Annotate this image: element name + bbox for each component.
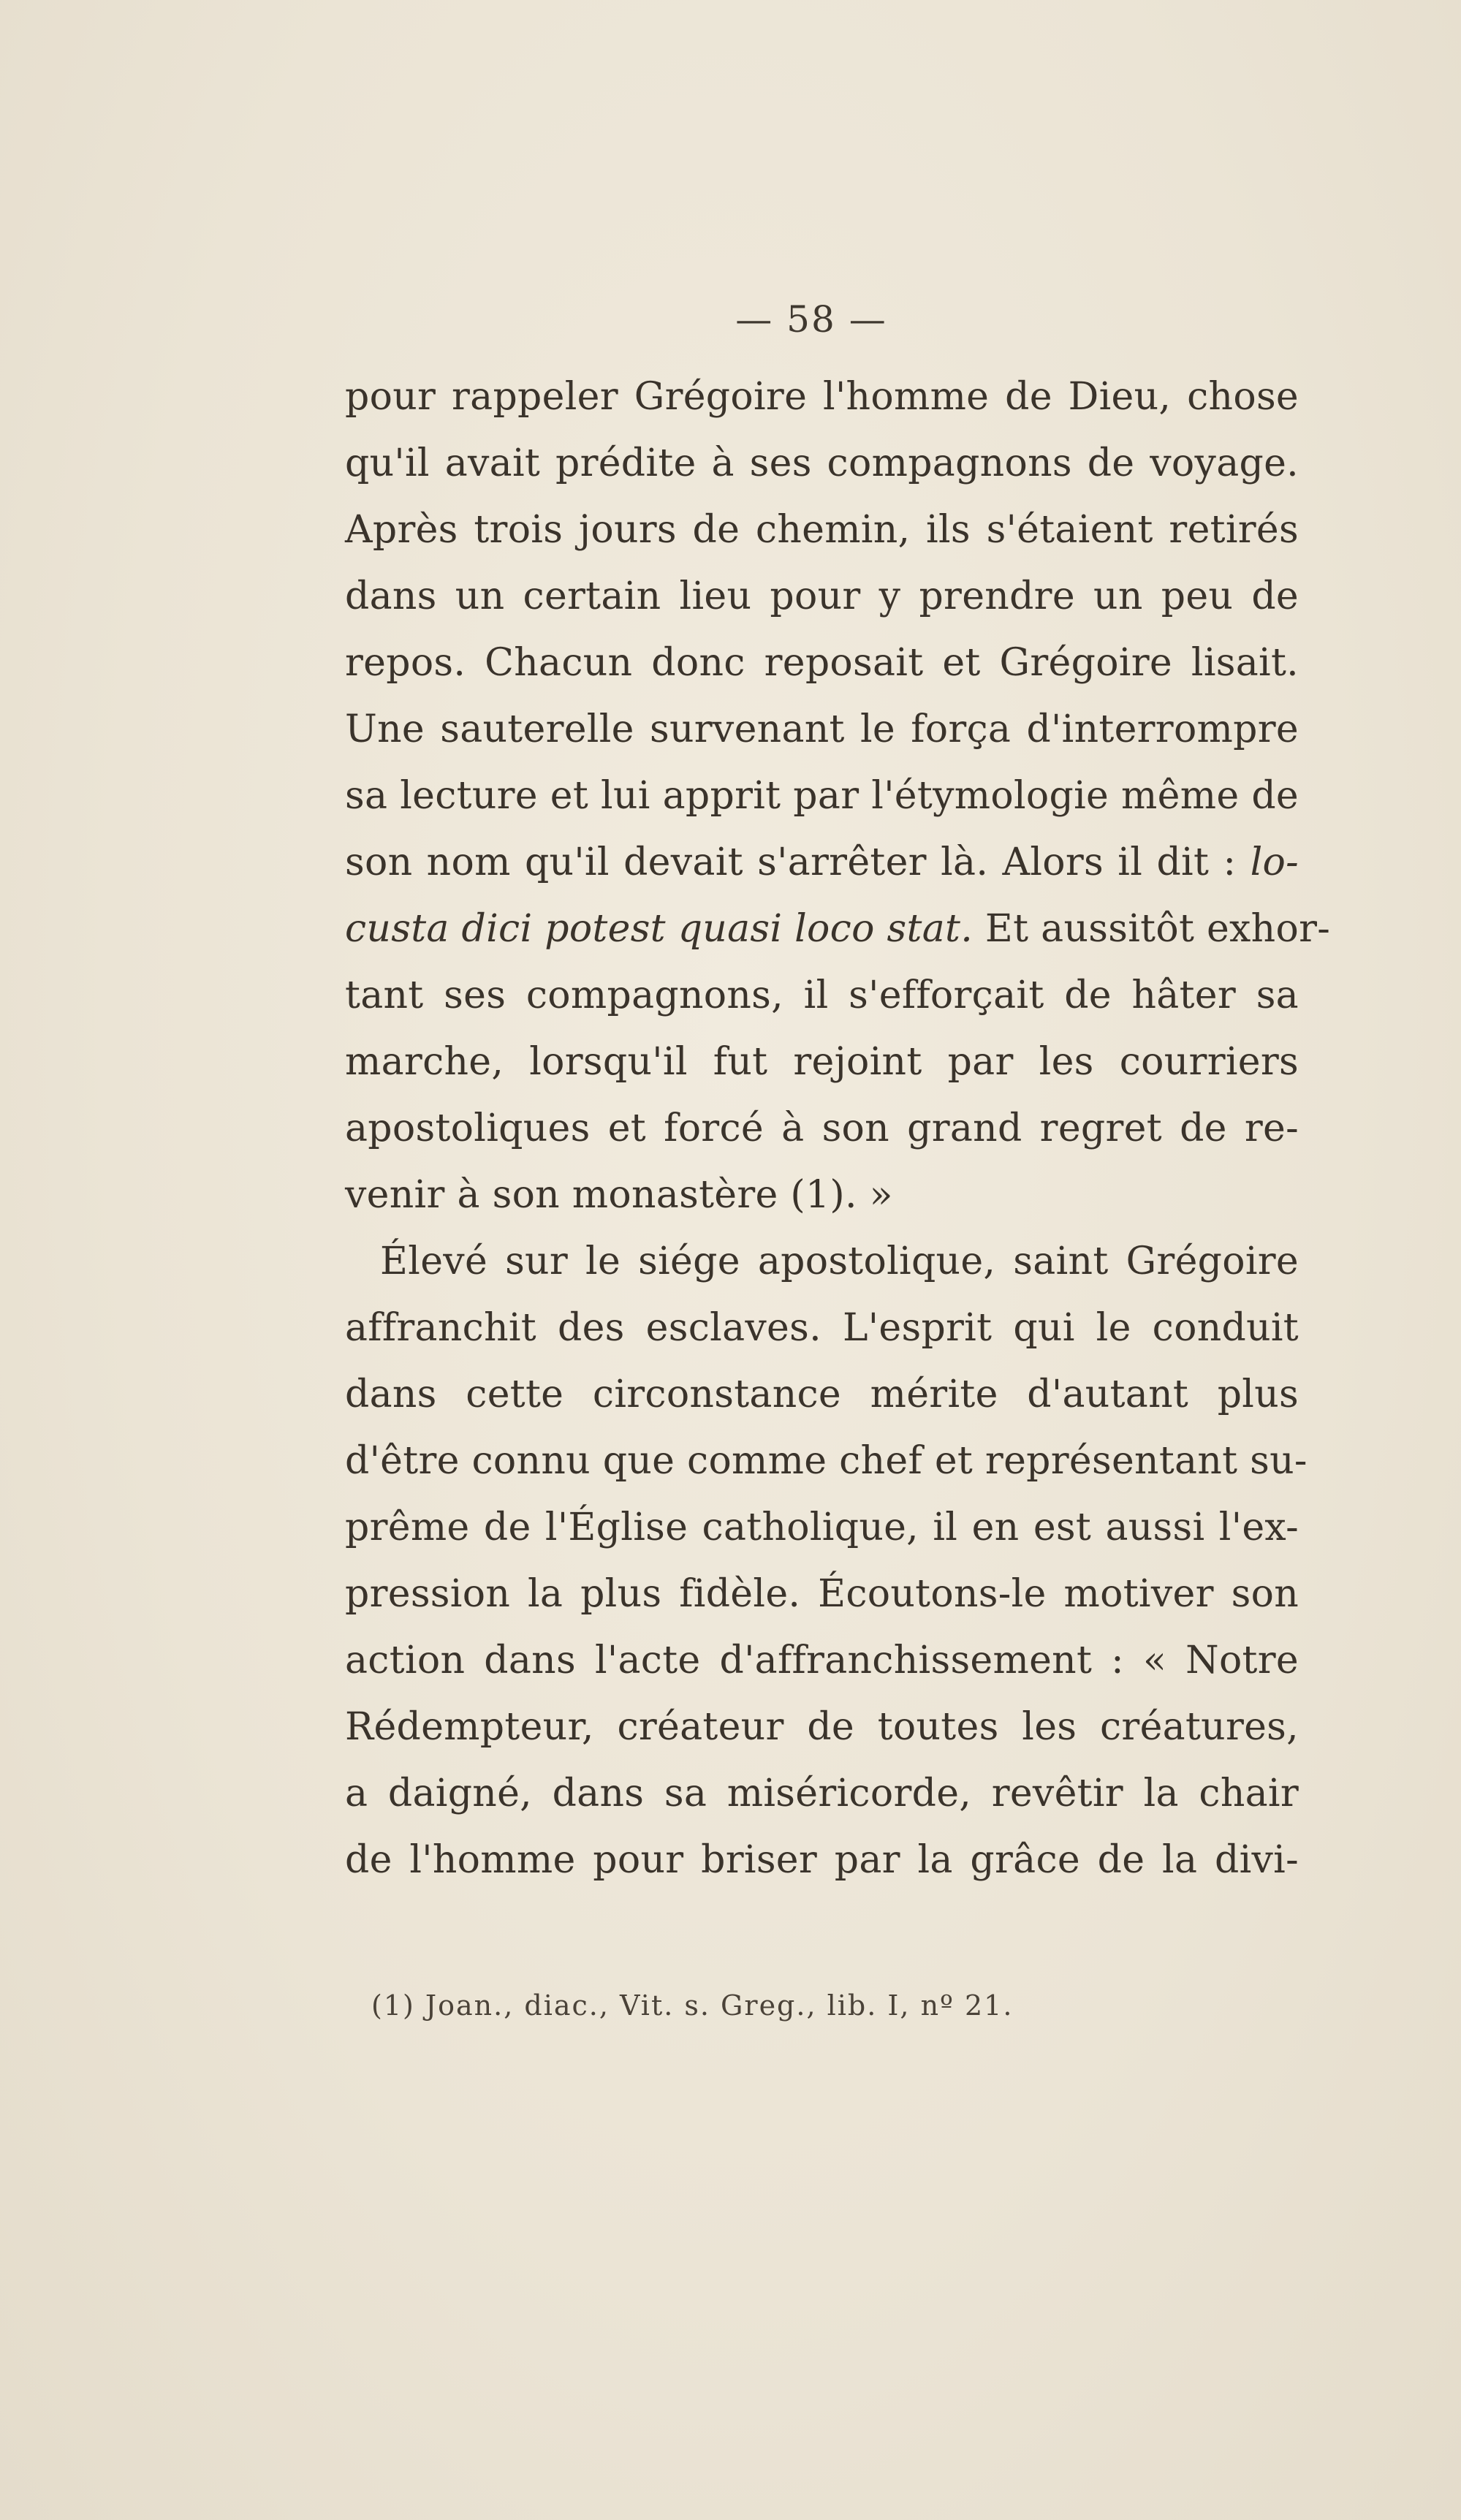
text-line — [345, 830, 1299, 896]
text-line: qu'il avait prédite à ses compagnons de voyage. — [345, 441, 1299, 485]
text-line: d'être connu que comme chef et représentant su- — [345, 1439, 1308, 1483]
page-number: — 58 — — [735, 298, 887, 341]
text-line: pression la plus fidèle. Écoutons-le motiver son — [345, 1572, 1299, 1616]
text-segment: Et aussitôt exhor- — [973, 907, 1331, 951]
text-line: apostoliques et forcé à son grand regret de re- — [345, 1107, 1299, 1150]
latin-quote: custa dici potest quasi loco stat. — [345, 907, 974, 951]
text-line — [345, 896, 1331, 963]
footnote: (1) Joan., diac., Vit. s. Greg., lib. I, nº 21. — [371, 1989, 1014, 2022]
text-line: action dans l'acte d'affranchissement : « Notre — [345, 1639, 1299, 1682]
text-line: de l'homme pour briser par la grâce de la divi- — [345, 1838, 1299, 1882]
text-line: prême de l'Église catholique, il en est aussi l'ex- — [345, 1506, 1299, 1549]
latin-quote: lo- — [1250, 840, 1299, 884]
text-line: Rédempteur, créateur de toutes les créatures, — [345, 1705, 1299, 1749]
text-line: repos. Chacun donc reposait et Grégoire lisait. — [345, 641, 1299, 685]
text-line: Une sauterelle survenant le força d'interrompre — [345, 707, 1299, 751]
text-line: affranchit des esclaves. L'esprit qui le conduit — [345, 1306, 1299, 1350]
text-line: marche, lorsqu'il fut rejoint par les courriers — [345, 1040, 1299, 1084]
body-text — [345, 364, 1331, 1894]
text-line: Après trois jours de chemin, ils s'étaient retirés — [345, 508, 1299, 552]
paragraph-first-line: Élevé sur le siége apostolique, saint Grégoire — [380, 1240, 1299, 1283]
text-line: pour rappeler Grégoire l'homme de Dieu, chose — [345, 375, 1299, 419]
text-line: dans un certain lieu pour y prendre un peu de — [345, 574, 1299, 618]
text-line: a daigné, dans sa miséricorde, revêtir la chair — [345, 1772, 1299, 1815]
text-line: dans cette circonstance mérite d'autant plus — [345, 1373, 1299, 1416]
text-segment: son nom qu'il devait s'arrêter là. Alors il dit : — [345, 840, 1251, 884]
text-line: sa lecture et lui apprit par l'étymologie même de — [345, 774, 1299, 818]
text-line: venir à son monastère (1). » — [345, 1173, 893, 1217]
text-line: tant ses compagnons, il s'efforçait de hâter sa — [345, 974, 1299, 1017]
